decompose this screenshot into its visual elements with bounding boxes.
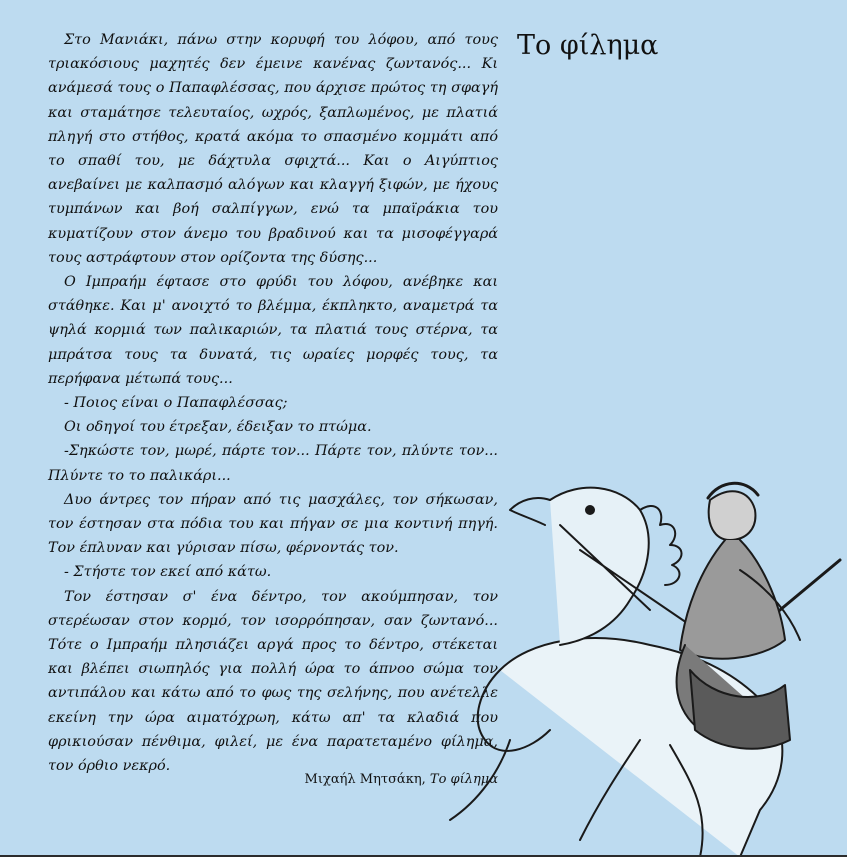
page-title: Το φίλημα bbox=[517, 30, 659, 61]
paragraph: Ο Ιμπραήμ έφτασε στο φρύδι του λόφου, ανέβηκε και στάθηκε. Και μ' ανοιχτό το βλέμμα, έκπληκτο, αναμετρά τα ψηλά κορμιά των παλικαριών, τα πλατιά τους στέρνα, τα μπράτσα τους τα δυνατά, τις ωραίες μορφές τους, τα περήφανα μέτωπά τους... bbox=[48, 274, 498, 387]
dialogue-line: -Σηκώστε τον, μωρέ, πάρτε τον... Πάρτε τον, πλύντε τον... Πλύντε το το παλικάρι... bbox=[48, 443, 498, 484]
dialogue-line: - Ποιος είναι ο Παπαφλέσσας; bbox=[64, 395, 288, 412]
story-text bbox=[48, 28, 498, 778]
paragraph: Οι οδηγοί του έτρεξαν, έδειξαν το πτώμα. bbox=[64, 419, 372, 436]
dialogue-line: - Στήστε τον εκεί από κάτω. bbox=[64, 564, 272, 581]
paragraph: Τον έστησαν σ' ένα δέντρο, τον ακούμπησαν, τον στερέωσαν στον κορμό, τον ισορρόπησαν, σαν ζωντανό... Τότε ο Ιμπραήμ πλησιάζει αργά προς το δέντρο, στέκεται και βλέπει σιωπηλός για πολλή ώρα το άπνοο σώμα τον αντιπάλου και κάτω από το φως της σελήνης, που ανέτελλε εκείνη την ώρα αιματόχρωη, κάτω απ' τα κλαδιά που φρικιούσαν πένθιμα, φιλεί, με ένα παρατεταμένο φίλημα, τον όρθιο νεκρό. bbox=[48, 588, 498, 775]
horseman-illustration-icon bbox=[440, 440, 847, 857]
author-name: Μιχαήλ Μητσάκη, bbox=[304, 772, 426, 787]
paragraph: Στο Μανιάκι, πάνω στην κορυφή του λόφου, από τους τριακόσιους μαχητές δεν έμεινε κανένας ζωντανός... Κι ανάμεσά τους ο Παπαφλέσσας, που άρχισε πρώτος τη σφαγή και σταμάτησε τελευταίος, ωχρός, ξαπλωμένος, με πλατιά πληγή στο στήθος, κρατά ακόμα το σπασμένο κομμάτι από το σπαθί του, με δάχτυλα σφιχτά... Και ο Αιγύπτιος ανεβαίνει με καλπασμό αλόγων και κλαγγή ξιφών, με ήχους τυμπάνων και βοή σαλπίγγων, ενώ τα μπαϊράκια του κυματίζουν στον άνεμο του βραδινού και τα μισοφέγγαρά τους αστράφτουν στον ορίζοντα της δύσης... bbox=[48, 32, 498, 266]
work-title: Το φίλημα bbox=[429, 772, 498, 787]
paragraph: Δυο άντρες τον πήραν από τις μασχάλες, τον σήκωσαν, τον έστησαν στα πόδια του και πήγαν σε μια κοντινή πηγή. Τον έπλυναν και γύρισαν πίσω, φέρνοντάς τον. bbox=[48, 491, 498, 557]
